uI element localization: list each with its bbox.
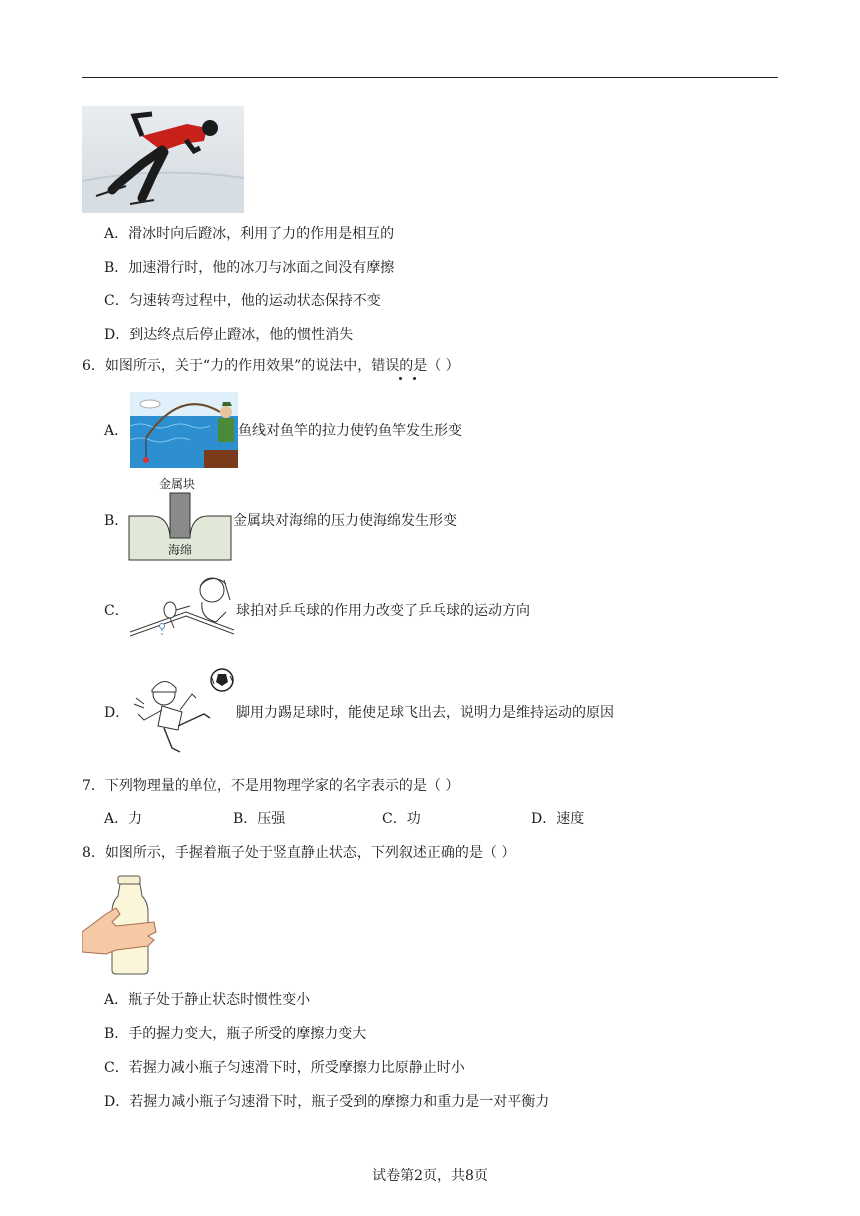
speed-skater-figure [82, 106, 244, 213]
q6-stem: 6．如图所示，关于“力的作用效果”的说法中，错误的是（ ） [82, 358, 460, 374]
q8-stem: 8．如图所示，手握着瓶子处于竖直静止状态，下列叙述正确的是（ ） [82, 845, 516, 861]
header-rule [82, 77, 778, 78]
q6-option-d-letter: D． [104, 705, 130, 721]
metal-block-label: 金属块 [159, 477, 196, 491]
q8-option-c: C．若握力减小瓶子匀速滑下时，所受摩擦力比原静止时小 [104, 1060, 465, 1076]
q8-option-a: A．瓶子处于静止状态时惯性变小 [104, 992, 311, 1008]
q8-option-b: B．手的握力变大，瓶子所受的摩擦力变大 [104, 1026, 367, 1042]
q6-option-a-letter: A． [104, 423, 129, 439]
q7-option-d: D．速度 [531, 811, 585, 827]
q7-stem: 7．下列物理量的单位，不是用物理学家的名字表示的是（ ） [82, 778, 460, 794]
sponge-label: 海绵 [168, 543, 193, 557]
emphasis-dot [399, 377, 402, 380]
fishing-figure [130, 392, 238, 468]
q5-option-a: A．滑冰时向后蹬冰，利用了力的作用是相互的 [104, 226, 395, 242]
sponge-figure [128, 476, 232, 562]
q7-option-b: B．压强 [233, 811, 286, 827]
hand-holding-bottle-figure [82, 874, 158, 976]
q5-option-d: D．到达终点后停止蹬冰，他的惯性消失 [104, 327, 354, 343]
ping-pong-figure [130, 572, 234, 650]
q6-option-c-text: 球拍对乒乓球的作用力改变了乒乓球的运动方向 [236, 603, 530, 619]
q6-option-c-letter: C． [104, 603, 129, 619]
q8-option-d: D．若握力减小瓶子匀速滑下时，瓶子受到的摩擦力和重力是一对平衡力 [104, 1094, 550, 1110]
q6-option-b-text: 金属块对海绵的压力使海绵发生形变 [233, 513, 457, 529]
kicking-football-figure [132, 664, 236, 758]
page-footer: 试卷第2页，共8页 [372, 1168, 488, 1184]
emphasis-dot [413, 377, 416, 380]
q6-option-b-letter: B． [104, 513, 129, 529]
q7-option-c: C．功 [382, 811, 421, 827]
q6-option-a-text: 鱼线对鱼竿的拉力使钓鱼竿发生形变 [238, 423, 462, 439]
q7-option-a: A．力 [104, 811, 143, 827]
q5-option-b: B．加速滑行时，他的冰刀与冰面之间没有摩擦 [104, 260, 395, 276]
q5-option-c: C．匀速转弯过程中，他的运动状态保持不变 [104, 293, 381, 309]
q6-option-d-text: 脚用力踢足球时，能使足球飞出去，说明力是维持运动的原因 [236, 705, 614, 721]
